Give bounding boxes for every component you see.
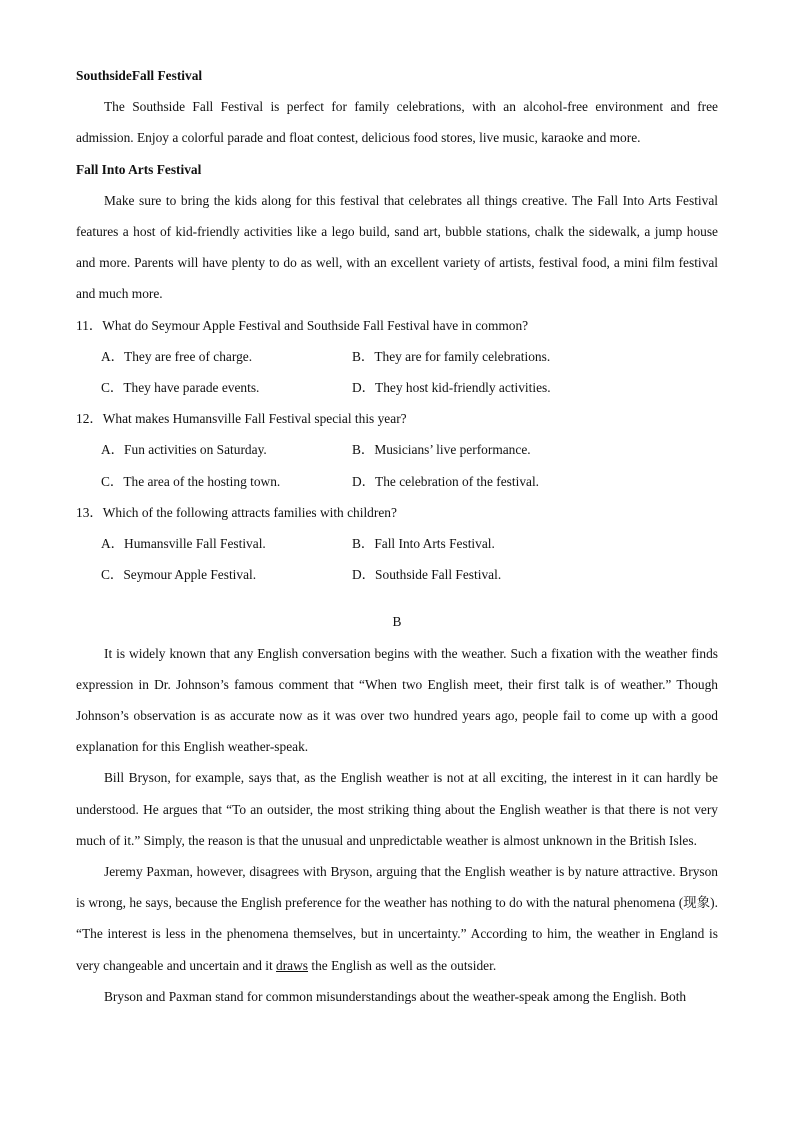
- passage-b-paragraph-1: It is widely known that any English conversation begins with the weather. Such a fixation with the weather finds expression in Dr. Johnson’s famous comment that “When two English meet, their first talk is of weather.” Though Johnson’s observation is as accurate now as it was over two hundred years ago, people fail to come up with a good explanation for this English weather-speak.: [76, 645, 718, 755]
- question-11-stem: 11．What do Seymour Apple Festival and Southside Fall Festival have in common?: [76, 317, 529, 333]
- question-13-option-c: C．Seymour Apple Festival.: [101, 567, 257, 583]
- passage-b-paragraph-3: [76, 856, 718, 981]
- question-13-option-d: D．Southside Fall Festival.: [352, 567, 502, 583]
- question-11-option-b: B．They are for family celebrations.: [352, 348, 551, 364]
- question-12-option-b: B．Musicians’ live performance.: [352, 442, 531, 458]
- question-12-option-d: D．The celebration of the festival.: [352, 473, 540, 489]
- question-13-option-b: B．Fall Into Arts Festival.: [352, 536, 495, 552]
- question-11-option-a: A．They are free of charge.: [101, 348, 253, 364]
- festival-text-southside: The Southside Fall Festival is perfect for family celebrations, with an alcohol-free environment and free admission. Enjoy a colorful parade and float contest, delicious food stores, live music, karaoke and more.: [76, 99, 718, 146]
- passage-b-paragraph-2: Bill Bryson, for example, says that, as the English weather is not at all exciting, the interest in it can hardly be understood. He argues that “To an outsider, the most striking thing about the English weather is that there is not very much of it.” Simply, the reason is that the unusual and unpredictable weather is almost unknown in the British Isles.: [76, 770, 718, 848]
- question-13-option-a: A．Humansville Fall Festival.: [101, 536, 266, 552]
- festival-title-fall-into-arts: Fall Into Arts Festival: [76, 161, 202, 177]
- question-13-options: [76, 528, 718, 590]
- passage-b-paragraph-4: Bryson and Paxman stand for common misunderstandings about the weather-speak among the English. Both: [104, 988, 687, 1004]
- section-b-label: B: [392, 614, 402, 630]
- festival-title-southside: SouthsideFall Festival: [76, 68, 203, 83]
- question-12-options: [76, 434, 718, 496]
- question-12-option-a: A．Fun activities on Saturday.: [101, 442, 267, 458]
- question-11-option-d: D．They host kid-friendly activities.: [352, 380, 551, 396]
- question-12-option-c: C．The area of the hosting town.: [101, 473, 281, 489]
- paragraph-3-text-after: the English as well as the outsider.: [308, 957, 497, 973]
- underlined-word-draws: draws: [276, 957, 309, 973]
- question-11-option-c: C．They have parade events.: [101, 380, 260, 396]
- question-13-stem: 13．Which of the following attracts families with children?: [76, 504, 397, 520]
- question-12-stem: 12．What makes Humansville Fall Festival special this year?: [76, 411, 407, 427]
- document-page: [76, 60, 718, 1012]
- question-11-options: [76, 341, 718, 403]
- paragraph-3-text-before: Jeremy Paxman, however, disagrees with Bryson, arguing that the English weather is by nature attractive. Bryson is wrong, he says, because the English preference for the weather has nothing to do with the natural phenomena (现象). “The interest is less in the phenomena themselves, but in uncertainty.” According to him, the weather in England is very changeable and uncertain and it: [76, 864, 718, 973]
- festival-text-fall-into-arts: Make sure to bring the kids along for this festival that celebrates all things creative. The Fall Into Arts Festival features a host of kid-friendly activities like a lego build, sand art, bubble stations, chalk the sidewalk, a jump house and more. Parents will have plenty to do as well, with an excellent variety of artists, festival food, a mini film festival and much more.: [76, 192, 718, 302]
